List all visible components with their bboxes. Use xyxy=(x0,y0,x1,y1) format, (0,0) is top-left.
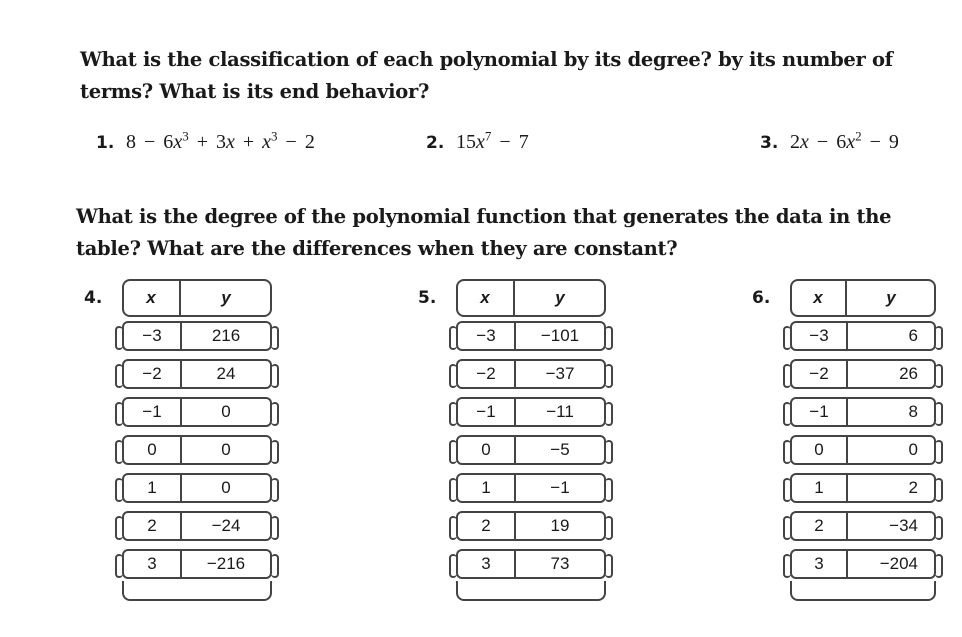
x-cell: 3 xyxy=(458,551,516,577)
table-row xyxy=(122,473,272,503)
table-header-y: y xyxy=(221,288,231,307)
column-divider xyxy=(845,279,847,317)
table-row xyxy=(790,321,936,351)
y-cell: 0 xyxy=(221,440,231,459)
column-divider xyxy=(179,279,181,317)
y-cell: −101 xyxy=(540,326,580,345)
x-cell: 2 xyxy=(792,513,848,539)
x-cell: 1 xyxy=(792,475,848,501)
table-header-y: y xyxy=(886,288,896,307)
table-row xyxy=(790,511,936,541)
table-row xyxy=(790,397,936,427)
y-cell: 73 xyxy=(550,554,570,573)
table-header-x: x xyxy=(480,288,490,307)
table-5 xyxy=(456,279,606,597)
problem-1-number: 1. xyxy=(96,132,115,153)
x-cell: 0 xyxy=(124,437,182,463)
problem-1-expression: $8 - 6x^3 + 3x + x^3 - 2$ xyxy=(126,128,315,153)
table-4 xyxy=(122,279,272,597)
table-row xyxy=(122,359,272,389)
x-cell: −1 xyxy=(792,399,848,425)
table-row xyxy=(456,511,606,541)
x-cell: 0 xyxy=(792,437,848,463)
problem-2 xyxy=(426,128,529,154)
table-row xyxy=(122,511,272,541)
table-header-x: x xyxy=(813,288,823,307)
problem-3-expression: $2x - 6x^2 - 9$ xyxy=(790,128,899,153)
y-cell: 0 xyxy=(221,402,231,421)
y-cell: −37 xyxy=(545,364,575,383)
table-row xyxy=(122,321,272,351)
x-cell: −2 xyxy=(792,361,848,387)
problem-2-expression: $15x^7 - 7$ xyxy=(456,128,529,153)
y-cell: 8 xyxy=(908,402,918,421)
table-row xyxy=(790,473,936,503)
table-footer-frame xyxy=(122,581,272,601)
question-classification: What is the classification of each polynomial by its degree? by its number of terms? What is its end behavior? xyxy=(80,48,893,103)
table-footer-frame xyxy=(456,581,606,601)
x-cell: −1 xyxy=(458,399,516,425)
x-cell: 1 xyxy=(124,475,182,501)
table-row xyxy=(456,397,606,427)
table-6 xyxy=(790,279,936,597)
y-cell: 0 xyxy=(221,478,231,497)
y-cell: −24 xyxy=(211,516,241,535)
table-header-x: x xyxy=(146,288,156,307)
problem-3-number: 3. xyxy=(760,132,779,153)
question-degree-table: What is the degree of the polynomial function that generates the data in the table? What are the differences when they are constant? xyxy=(76,205,892,260)
table-6-number: 6. xyxy=(752,288,771,308)
table-row xyxy=(790,435,936,465)
table-row xyxy=(122,397,272,427)
table-row xyxy=(456,359,606,389)
table-row xyxy=(790,359,936,389)
x-cell: 1 xyxy=(458,475,516,501)
y-cell: 0 xyxy=(908,440,918,459)
problem-3 xyxy=(760,128,899,154)
table-row xyxy=(122,549,272,579)
y-cell: −1 xyxy=(550,478,570,497)
table-row xyxy=(456,435,606,465)
table-row xyxy=(790,549,936,579)
x-cell: −2 xyxy=(124,361,182,387)
y-cell: 6 xyxy=(908,326,918,345)
x-cell: 2 xyxy=(458,513,516,539)
x-cell: −3 xyxy=(792,323,848,349)
y-cell: 2 xyxy=(908,478,918,497)
column-divider xyxy=(513,279,515,317)
x-cell: 3 xyxy=(792,551,848,577)
x-cell: −2 xyxy=(458,361,516,387)
y-cell: 216 xyxy=(211,326,241,345)
y-cell: 19 xyxy=(550,516,570,535)
table-footer-frame xyxy=(790,581,936,601)
x-cell: 0 xyxy=(458,437,516,463)
x-cell: 3 xyxy=(124,551,182,577)
table-header-y: y xyxy=(555,288,565,307)
x-cell: −3 xyxy=(124,323,182,349)
table-4-number: 4. xyxy=(84,288,103,308)
problem-2-number: 2. xyxy=(426,132,445,153)
table-row xyxy=(456,549,606,579)
y-cell: −204 xyxy=(879,554,918,573)
y-cell: −34 xyxy=(889,516,918,535)
x-cell: 2 xyxy=(124,513,182,539)
y-cell: 24 xyxy=(216,364,236,383)
y-cell: −5 xyxy=(550,440,570,459)
table-row xyxy=(122,435,272,465)
y-cell: −11 xyxy=(546,402,574,421)
problem-1 xyxy=(96,128,315,154)
x-cell: −3 xyxy=(458,323,516,349)
y-cell: 26 xyxy=(899,364,918,383)
table-5-number: 5. xyxy=(418,288,437,308)
table-row xyxy=(456,321,606,351)
y-cell: −216 xyxy=(206,554,246,573)
x-cell: −1 xyxy=(124,399,182,425)
table-row xyxy=(456,473,606,503)
